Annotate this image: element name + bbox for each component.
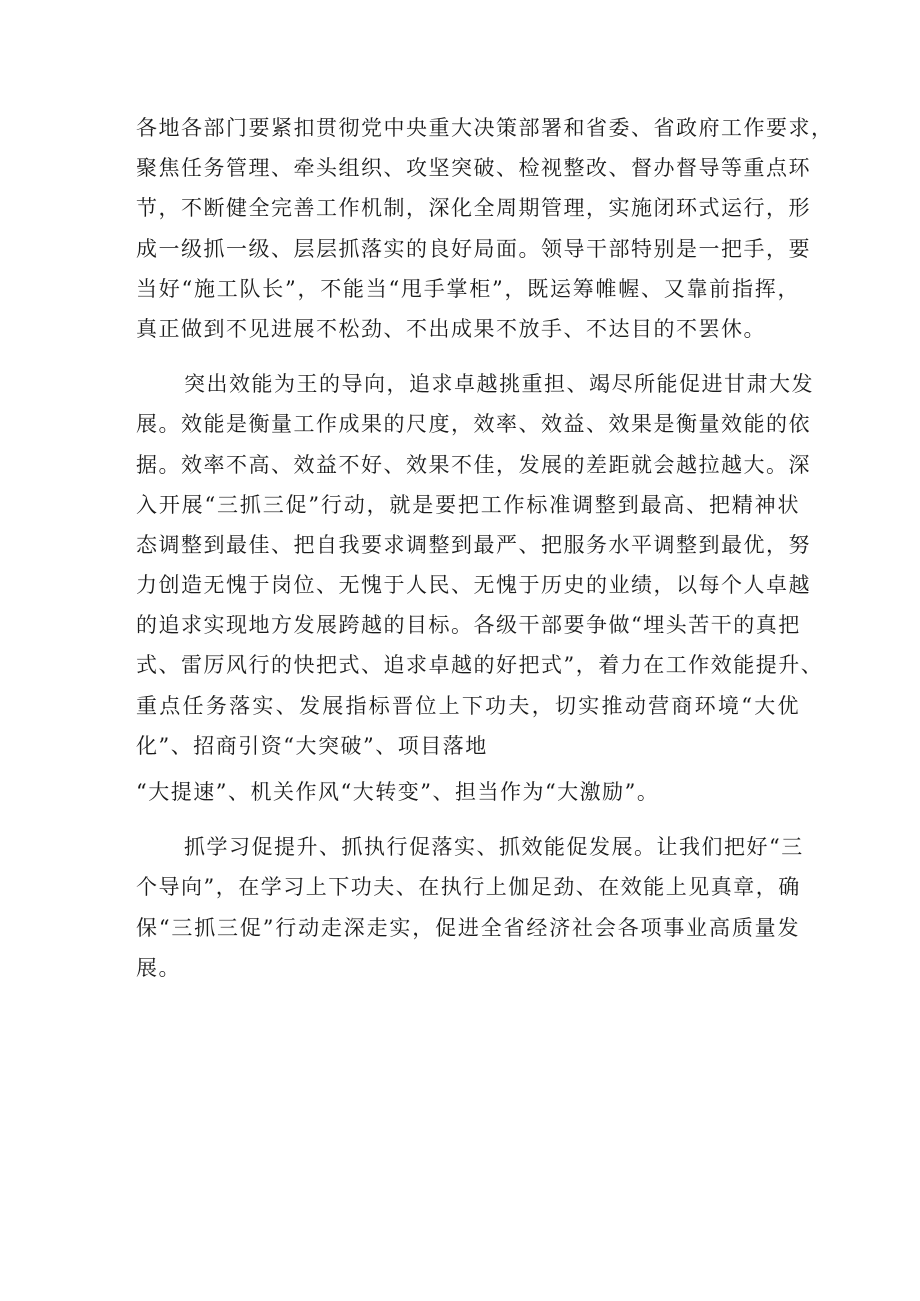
text-line: 展。 [136,955,181,980]
text-line: 突出效能为王的导向，追求卓越挑重担、竭尽所能促进甘肃大发 [184,372,814,397]
text-line: 各地各部门要紧扣贯彻党中央重大决策部署和省委、省政府工作要求， [136,116,834,140]
text-line: 成一级抓一级、层层抓落实的良好局面。领导干部特别是一把手，要 [136,236,811,261]
text-line: 的追求实现地方发展跨越的目标。各级干部要争做“埋头苦干的真把 [136,613,801,638]
text-line: 态调整到最佳、把自我要求调整到最严、把服务水平调整到最优，努 [136,532,811,557]
text-line: 式、雷厉风行的快把式、追求卓越的好把式”，着力在工作效能提升、 [136,653,824,678]
text-line: 力创造无愧于岗位、无愧于人民、无愧于历史的业绩，以每个人卓越 [136,573,811,598]
text-line: 当好“施工队长”，不能当“甩手掌柜”，既运筹帷幄、又靠前指挥， [136,276,800,301]
text-line: “大提速”、机关作风“大转变”、担当作为“大激励”。 [136,780,660,804]
document-body [136,108,834,988]
paragraph-3 [136,827,804,988]
text-line: 重点任务落实、发展指标晋位上下功夫，切实推动营商环境“大优 [136,693,800,718]
paragraph-gap [136,349,800,364]
text-line: 聚焦任务管理、牵头组织、攻坚突破、检视整改、督办督导等重点环 [136,156,811,181]
text-line: 展。效能是衡量工作成果的尺度，效率、效益、效果是衡量效能的依 [136,412,811,437]
text-line: 节，不断健全完善工作机制，深化全周期管理，实施闭环式运行，形 [136,196,811,221]
text-line: 据。效率不高、效益不好、效果不佳，发展的差距就会越拉越大。深 [136,452,811,477]
text-line: 入开展“三抓三促”行动，就是要把工作标准调整到最高、把精神状 [136,492,800,517]
text-line: 保“三抓三促”行动走深走实，促进全省经济社会各项事业高质量发 [136,915,800,940]
text-line: 抓学习促提升、抓执行促落实、抓效能促发展。让我们把好“三 [184,835,804,860]
text-line: 个导向”，在学习上下功夫、在执行上伽足劲、在效能上见真章，确 [136,875,801,900]
paragraph-1 [136,108,834,349]
text-line: 化”、招商引资“大突破”、项目落地 [136,733,488,758]
paragraph-2 [136,364,824,812]
text-line: 真正做到不见进展不松劲、不出成果不放手、不达目的不罢休。 [136,316,766,341]
paragraph-gap [136,812,800,827]
